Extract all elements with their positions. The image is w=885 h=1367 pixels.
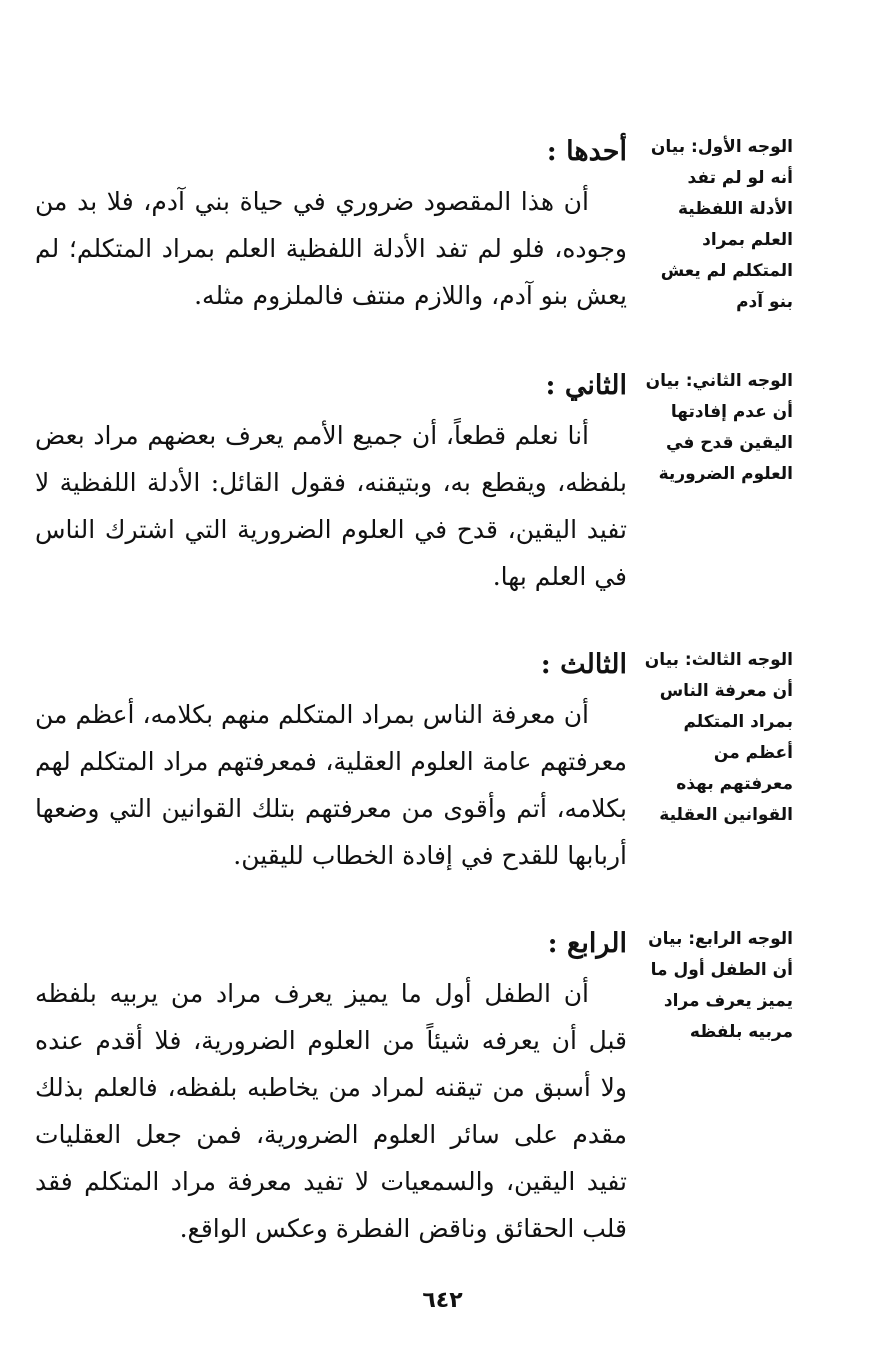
margin-note-third: [643, 645, 793, 831]
margin-note-text: أنه لو لم تفد الأدلة اللفظية العلم بمراد المتكلم لم يعش بنو آدم: [660, 168, 793, 312]
main-paragraph-first: [35, 134, 627, 319]
section-heading: الثاني :: [545, 370, 627, 401]
main-paragraph-third: [35, 647, 627, 879]
margin-note-title: الوجه الرابع: بيان: [648, 929, 793, 949]
section-body: أن الطفل أول ما يميز يعرف مراد من يربيه بلفظه قبل أن يعرفه شيئاً من العلوم الضرورية، فلا أقدم عنده ولا أسبق من تيقنه لمراد من يخاطبه بلفظه، فالعلم بذلك مقدم على سائر العلوم الضرورية، فمن جعل العقليات تفيد اليقين، والسمعيات لا تفيد معرفة مراد المتكلم فقد قلب الحقائق وناقض الفطرة وعكس الواقع.: [35, 979, 627, 1243]
main-paragraph-fourth: [35, 926, 627, 1252]
margin-note-text: أن عدم إفادتها اليقين قدح في العلوم الضرورية: [658, 402, 793, 484]
section-body: أن هذا المقصود ضروري في حياة بني آدم، فلا بد من وجوده، فلو لم تفد الأدلة اللفظية العلم بمراد المتكلم؛ لم يعش بنو آدم، واللازم منتف فالملزوم مثله.: [35, 187, 627, 310]
margin-note-fourth: [643, 924, 793, 1048]
margin-note-text: أن الطفل أول ما يميز يعرف مراد مربيه بلفظه: [650, 960, 793, 1042]
section-heading: الثالث :: [540, 649, 627, 680]
main-paragraph-second: [35, 368, 627, 600]
section-heading: أحدها :: [546, 136, 627, 167]
margin-note-text: أن معرفة الناس بمراد المتكلم أعظم من معرفتهم بهذه القوانين العقلية: [659, 681, 793, 825]
section-heading: الرابع :: [547, 928, 627, 959]
margin-note-title: الوجه الثالث: بيان: [644, 650, 793, 670]
section-body: أن معرفة الناس بمراد المتكلم منهم بكلامه، أعظم من معرفتهم عامة العلوم العقلية، فمعرفتهم مراد المتكلم لهم بكلامه، أتم وأقوى من معرفتهم بتلك القوانين التي وضعها أربابها للقدح في إفادة الخطاب لليقين.: [35, 700, 627, 870]
margin-note-title: الوجه الثاني: بيان: [645, 371, 793, 391]
section-body: أنا نعلم قطعاً، أن جميع الأمم يعرف بعضهم مراد بعض بلفظه، ويقطع به، وبتيقنه، فقول القائل: الأدلة اللفظية لا تفيد اليقين، قدح في العلوم الضرورية التي اشترك الناس في العلم بها.: [35, 421, 627, 591]
page-number: ٦٤٢: [422, 1288, 463, 1313]
margin-note-first: [643, 132, 793, 318]
margin-note-second: [643, 366, 793, 490]
margin-note-title: الوجه الأول: بيان: [650, 137, 793, 157]
